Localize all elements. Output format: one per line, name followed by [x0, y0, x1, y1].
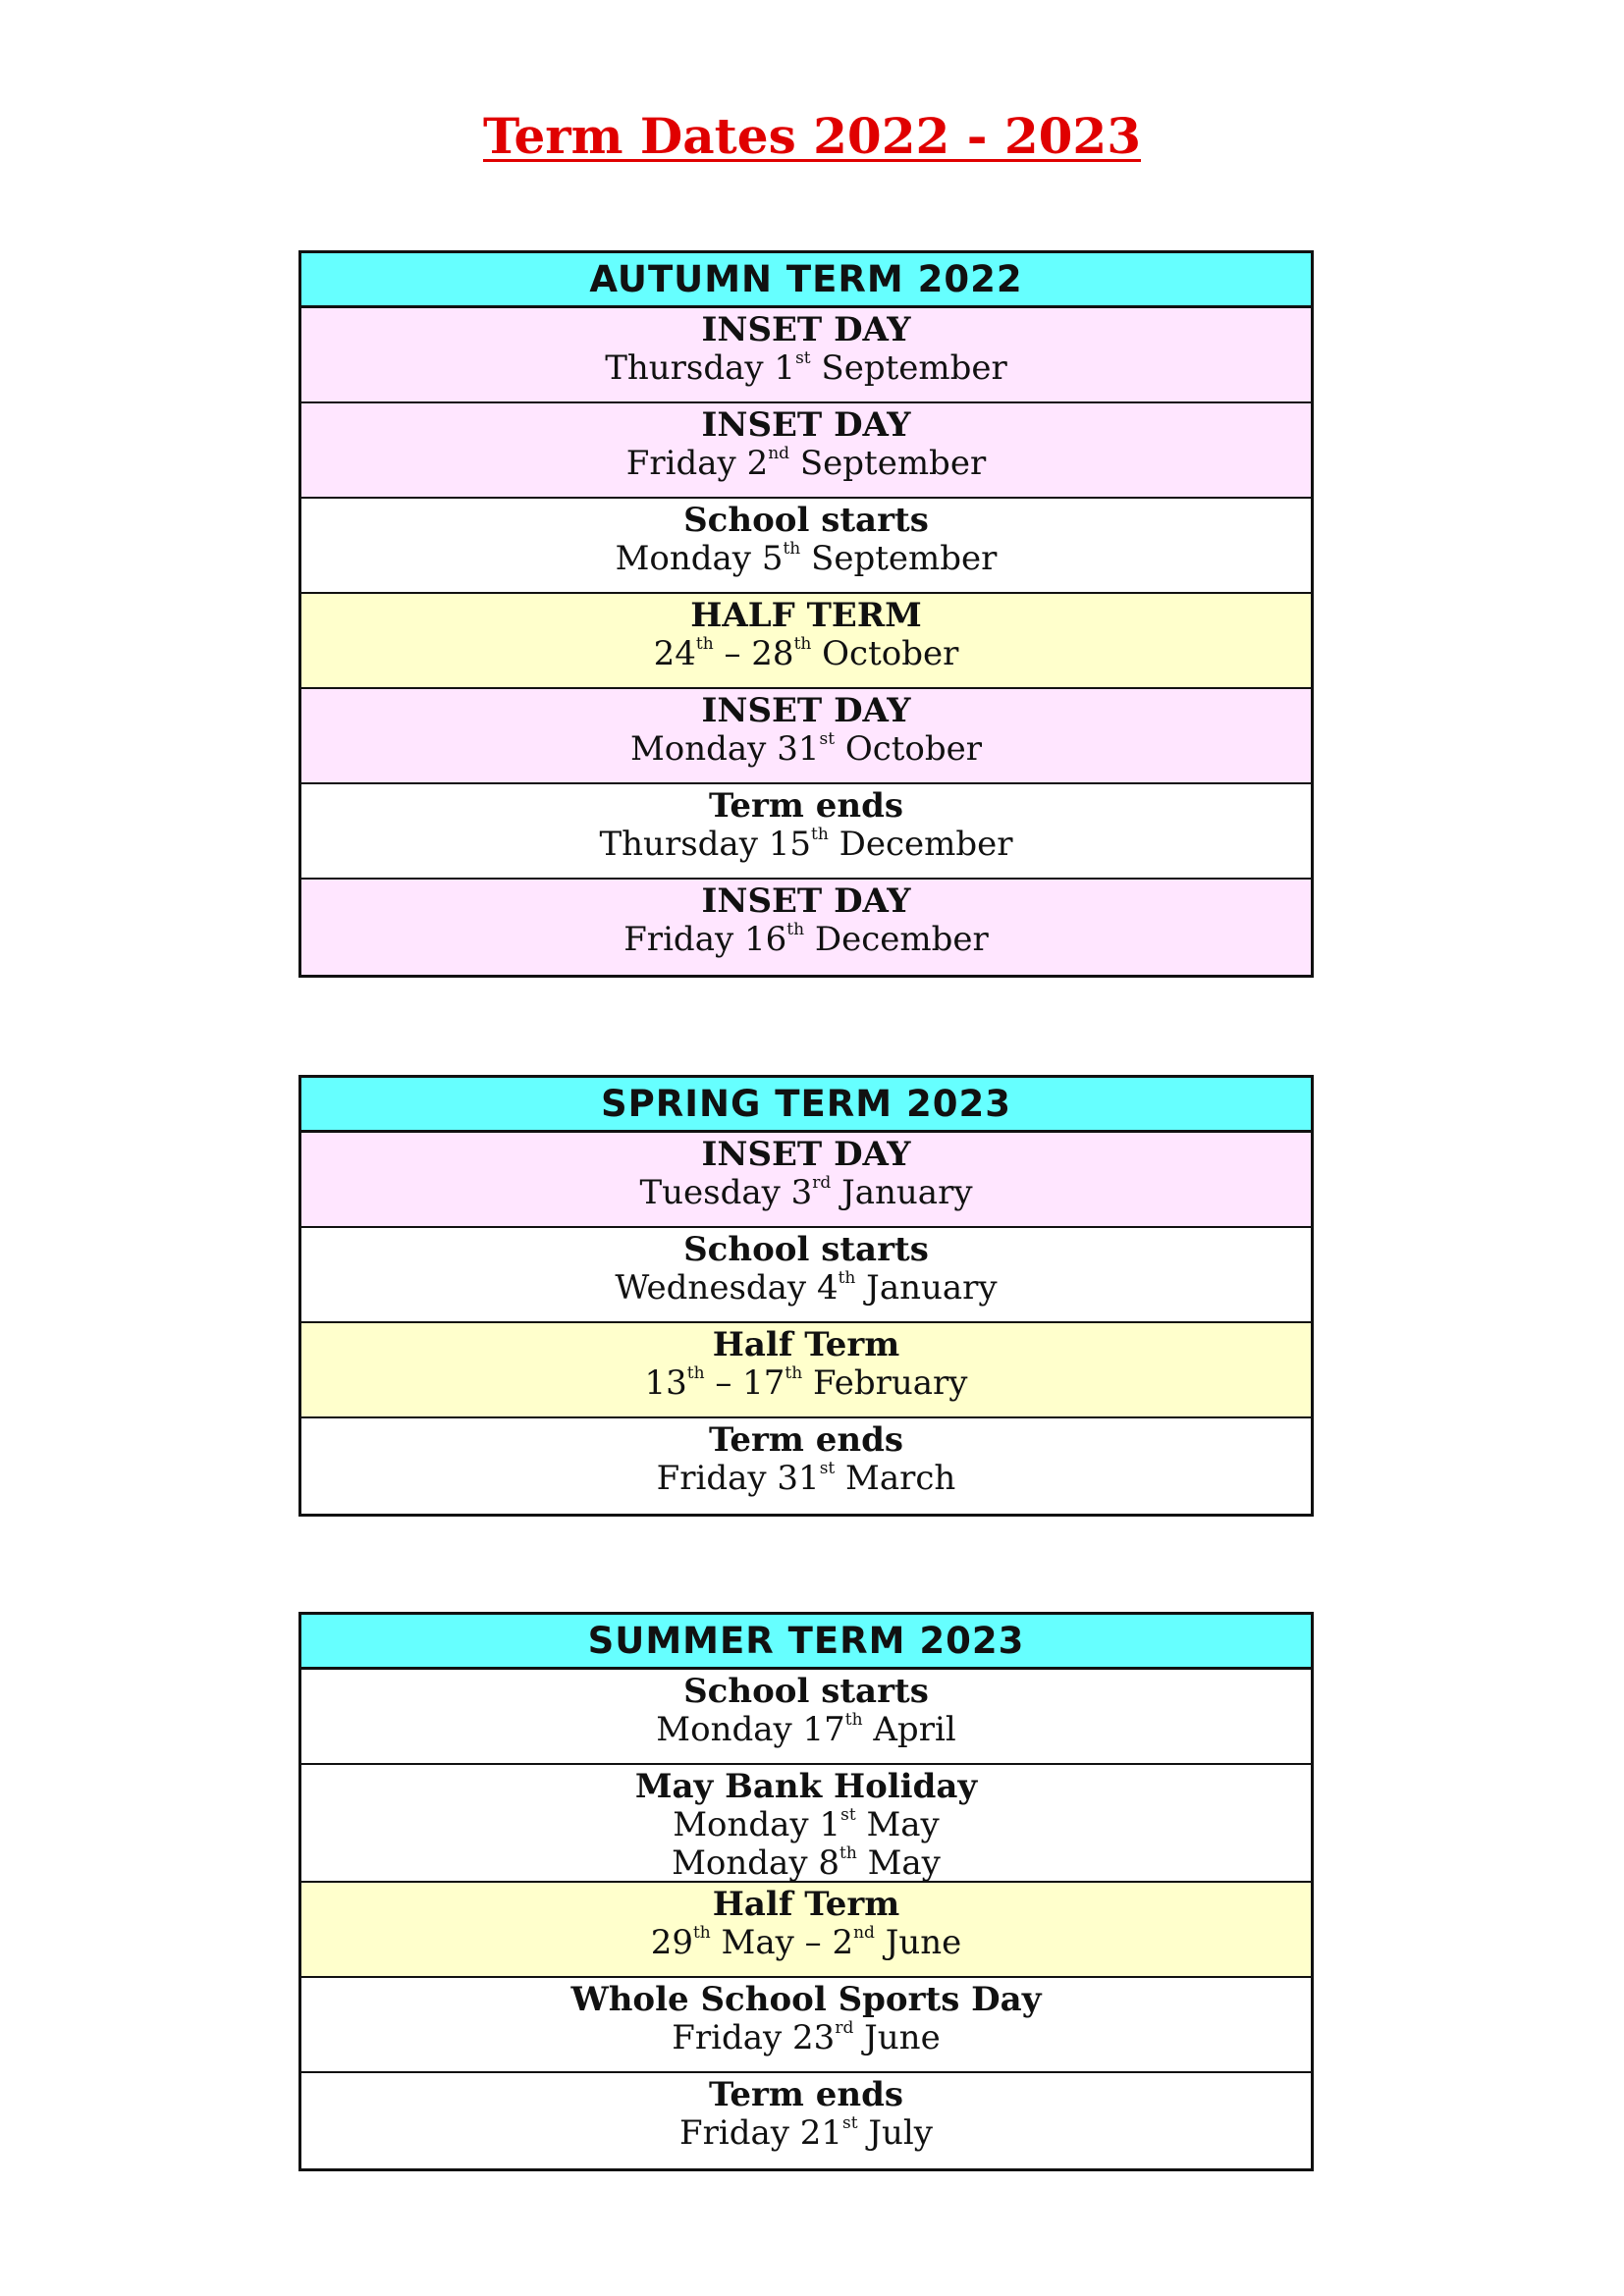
term-date-row — [301, 1670, 1311, 1765]
date-text: May — [855, 1805, 940, 1844]
date-text: Thursday 15 — [599, 825, 811, 864]
term-date-row — [301, 308, 1311, 403]
date-text: Monday 8 — [672, 1843, 839, 1883]
row-date — [673, 1806, 940, 1844]
date-text: – 17 — [704, 1363, 785, 1403]
term-date-row — [301, 1133, 1311, 1228]
ordinal-suffix: th — [838, 1267, 856, 1288]
row-title: Term ends — [708, 786, 904, 826]
date-text: Thursday 1 — [605, 348, 796, 388]
row-date — [672, 2019, 940, 2057]
date-text: Monday 5 — [615, 539, 784, 578]
row-title: INSET DAY — [701, 1135, 911, 1174]
row-title: Term ends — [708, 1420, 904, 1460]
term-date-row — [301, 1978, 1311, 2073]
date-text: May — [856, 1843, 941, 1883]
term-date-row — [301, 1883, 1311, 1978]
row-title: INSET DAY — [701, 310, 911, 349]
date-text: Friday 21 — [678, 2113, 843, 2153]
row-date — [679, 2114, 933, 2153]
ordinal-suffix: st — [842, 2112, 858, 2133]
date-text: Friday 2 — [625, 444, 769, 483]
row-date — [656, 1711, 955, 1749]
ordinal-suffix: th — [686, 1362, 705, 1383]
date-text: Monday 1 — [673, 1805, 841, 1844]
date-text: September — [800, 539, 998, 578]
ordinal-suffix: th — [785, 1362, 803, 1383]
date-text: Wednesday 4 — [615, 1268, 839, 1308]
row-title: INSET DAY — [701, 691, 911, 730]
date-text: 24 — [653, 634, 696, 673]
term-date-row — [301, 1765, 1311, 1883]
date-text: December — [804, 920, 989, 959]
ordinal-suffix: th — [793, 633, 812, 654]
date-text: Friday 16 — [623, 920, 787, 959]
ordinal-suffix: th — [783, 538, 801, 559]
ordinal-suffix: st — [795, 347, 811, 368]
date-text: October — [835, 729, 983, 769]
term-header: AUTUMN TERM 2022 — [301, 253, 1311, 308]
row-title: Half Term — [712, 1325, 900, 1364]
row-date — [672, 1844, 941, 1883]
term-date-row — [301, 1228, 1311, 1323]
row-date — [630, 730, 982, 769]
term-date-row — [301, 2073, 1311, 2168]
row-date — [626, 445, 986, 483]
row-title: Half Term — [712, 1885, 900, 1924]
ordinal-suffix: rd — [812, 1172, 832, 1193]
ordinal-suffix: st — [819, 1458, 836, 1478]
ordinal-suffix: rd — [835, 2017, 854, 2038]
date-text: October — [811, 634, 959, 673]
term-date-row — [301, 499, 1311, 594]
date-text: – 28 — [713, 634, 794, 673]
ordinal-suffix: th — [839, 1842, 857, 1863]
term-date-row — [301, 784, 1311, 880]
term-date-row — [301, 689, 1311, 784]
ordinal-suffix: th — [844, 1709, 863, 1730]
date-text: September — [789, 444, 987, 483]
term-header: SPRING TERM 2023 — [301, 1078, 1311, 1133]
ordinal-suffix: th — [786, 919, 805, 939]
date-text: September — [810, 348, 1007, 388]
spring-term-table — [298, 1075, 1314, 1517]
ordinal-suffix: th — [692, 1922, 711, 1943]
date-text: Monday 31 — [629, 729, 820, 769]
row-date — [605, 349, 1007, 388]
row-date — [616, 540, 998, 578]
row-title: Term ends — [708, 2075, 904, 2114]
row-title: School starts — [683, 1672, 929, 1711]
date-text: March — [835, 1459, 956, 1498]
row-date — [639, 1174, 972, 1212]
row-title: HALF TERM — [690, 596, 922, 635]
term-date-row — [301, 1418, 1311, 1514]
summer-term-table — [298, 1612, 1314, 2171]
row-title: INSET DAY — [701, 405, 911, 445]
row-date — [654, 635, 959, 673]
ordinal-suffix: st — [840, 1804, 856, 1825]
term-date-row — [301, 403, 1311, 499]
row-date — [599, 826, 1012, 864]
date-text: July — [857, 2113, 934, 2153]
ordinal-suffix: nd — [853, 1922, 875, 1943]
date-text: February — [802, 1363, 968, 1403]
date-text: January — [831, 1173, 973, 1212]
row-title: Whole School Sports Day — [570, 1980, 1042, 2019]
row-title: INSET DAY — [701, 881, 911, 921]
date-text: May – 2 — [710, 1923, 854, 1962]
date-text: Tuesday 3 — [639, 1173, 813, 1212]
autumn-term-table — [298, 250, 1314, 978]
row-title: May Bank Holiday — [634, 1767, 978, 1806]
date-text: Friday 23 — [672, 2018, 836, 2057]
date-text: December — [828, 825, 1013, 864]
page-title: Term Dates 2022 - 2023 — [482, 107, 1142, 165]
term-date-row — [301, 880, 1311, 975]
date-text: April — [862, 1710, 956, 1749]
term-date-row — [301, 594, 1311, 689]
date-text: June — [874, 1923, 962, 1962]
row-date — [615, 1269, 997, 1308]
term-date-row — [301, 1323, 1311, 1418]
row-title: School starts — [683, 1230, 929, 1269]
row-date — [644, 1364, 967, 1403]
row-date — [623, 921, 989, 959]
ordinal-suffix: st — [819, 728, 836, 749]
ordinal-suffix: th — [695, 633, 714, 654]
date-text: Monday 17 — [656, 1710, 845, 1749]
date-text: June — [853, 2018, 941, 2057]
ordinal-suffix: nd — [768, 443, 790, 463]
date-text: Friday 31 — [656, 1459, 820, 1498]
term-header: SUMMER TERM 2023 — [301, 1615, 1311, 1670]
date-text: January — [855, 1268, 998, 1308]
row-date — [657, 1460, 956, 1498]
date-text: 29 — [650, 1923, 693, 1962]
date-text: 13 — [644, 1363, 687, 1403]
row-title: School starts — [683, 501, 929, 540]
row-date — [651, 1924, 962, 1962]
ordinal-suffix: th — [810, 824, 829, 844]
